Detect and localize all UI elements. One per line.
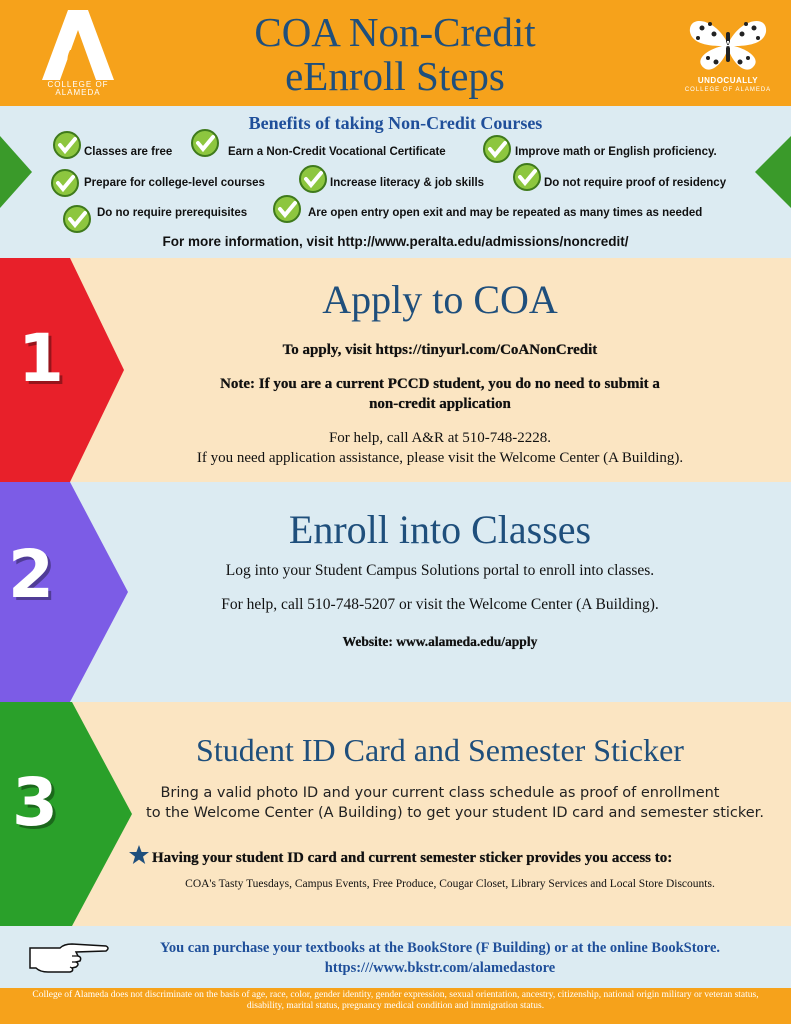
step-1-section <box>0 258 791 482</box>
step-2-line-1: Log into your Student Campus Solutions portal to enroll into classes. <box>225 562 655 579</box>
more-info-link[interactable]: For more information, visit http://www.peralta.edu/admissions/noncredit/ <box>162 234 629 249</box>
benefit-item: Do no require prerequisites <box>97 207 248 219</box>
title-line-1: COA Non-Credit <box>254 9 536 55</box>
step-2-section <box>0 482 791 702</box>
left-arrow-icon <box>0 136 32 208</box>
note-line-2: non-credit application <box>369 396 511 412</box>
star-icon <box>128 844 150 866</box>
step-heading: Enroll into Classes <box>288 507 592 552</box>
checkmark-icon <box>50 168 80 198</box>
checkmark-icon <box>52 130 82 160</box>
checkmark-icon <box>62 204 92 234</box>
checkmark-icon <box>272 194 302 224</box>
benefits-section <box>0 106 791 258</box>
bookstore-line-1: You can purchase your textbooks at the BookStore (F Building) or at the online BookStore. <box>159 940 721 956</box>
perks-line: COA's Tasty Tuesdays, Campus Events, Free Produce, Cougar Closet, Library Services and Local Store Discounts. <box>185 878 715 890</box>
undocually-name: UNDOCUALLY <box>697 76 759 85</box>
website-link[interactable]: Website: www.alameda.edu/apply <box>342 634 538 649</box>
bookstore-link[interactable]: https:///www.bkstr.com/alamedastore <box>324 960 556 976</box>
checkmark-icon <box>512 162 542 192</box>
step-2-line-2: For help, call 510-748-5207 or visit the Welcome Center (A Building). <box>221 596 659 613</box>
checkmark-icon <box>482 134 512 164</box>
college-a-logo-icon <box>40 10 116 80</box>
help-line-1: For help, call A&R at 510-748-2228. <box>328 430 552 446</box>
step-number: 2 <box>8 536 54 613</box>
step-number: 1 <box>18 320 64 397</box>
step-3-line-1: Bring a valid photo ID and your current class schedule as proof of enrollment <box>160 785 720 801</box>
benefit-item: Do not require proof of residency <box>544 177 727 189</box>
checkmark-icon <box>190 128 220 158</box>
step-number: 3 <box>12 764 58 841</box>
benefits-title: Benefits of taking Non-Credit Courses <box>248 113 543 133</box>
benefit-item: Classes are free <box>84 146 173 158</box>
page-title <box>150 10 640 98</box>
step-heading: Apply to COA <box>322 277 558 322</box>
apply-link-line[interactable]: To apply, visit https://tinyurl.com/CoANonCredit <box>282 342 598 358</box>
help-line-2: If you need application assistance, please visit the Welcome Center (A Building). <box>196 450 684 466</box>
pointing-hand-icon <box>26 940 110 974</box>
undocually-logo <box>680 14 770 102</box>
access-line: Having your student ID card and current semester sticker provides you access to: <box>152 850 673 866</box>
benefit-item: Are open entry open exit and may be repeated as many times as needed <box>308 207 703 219</box>
header-banner <box>0 0 791 106</box>
benefit-item: Prepare for college-level courses <box>84 177 265 189</box>
step-heading: Student ID Card and Semester Sticker <box>196 732 684 768</box>
svg-text:A: A <box>724 40 732 51</box>
note-line-1: Note: If you are a current PCCD student, you do no need to submit a <box>220 376 660 392</box>
nondiscrimination-statement: College of Alameda does not discriminate on the basis of age, race, color, gender identity, gender expression, sexual orientation, ancestry, citizenship, national origin military or veteran status, disability, marital status, pregnancy medical condition and immigration status. <box>32 990 759 1011</box>
benefit-item: Improve math or English proficiency. <box>515 146 717 158</box>
benefit-item: Increase literacy & job skills <box>330 177 485 189</box>
benefit-item: Earn a Non-Credit Vocational Certificate <box>228 146 446 158</box>
college-of-alameda-logo <box>40 10 116 102</box>
right-arrow-icon <box>755 136 791 208</box>
bookstore-section <box>0 926 791 988</box>
title-line-2: eEnroll Steps <box>285 53 505 99</box>
footer <box>0 988 791 1024</box>
undocually-subtitle: COLLEGE OF ALAMEDA <box>684 87 772 93</box>
butterfly-icon <box>680 14 776 74</box>
bookstore-text <box>110 938 770 978</box>
checkmark-icon <box>298 164 328 194</box>
logo-subtitle: COLLEGE OF ALAMEDA <box>47 80 109 97</box>
step-3-line-2: to the Welcome Center (A Building) to get your student ID card and semester sticker. <box>146 805 764 821</box>
step-3-section <box>0 702 791 926</box>
